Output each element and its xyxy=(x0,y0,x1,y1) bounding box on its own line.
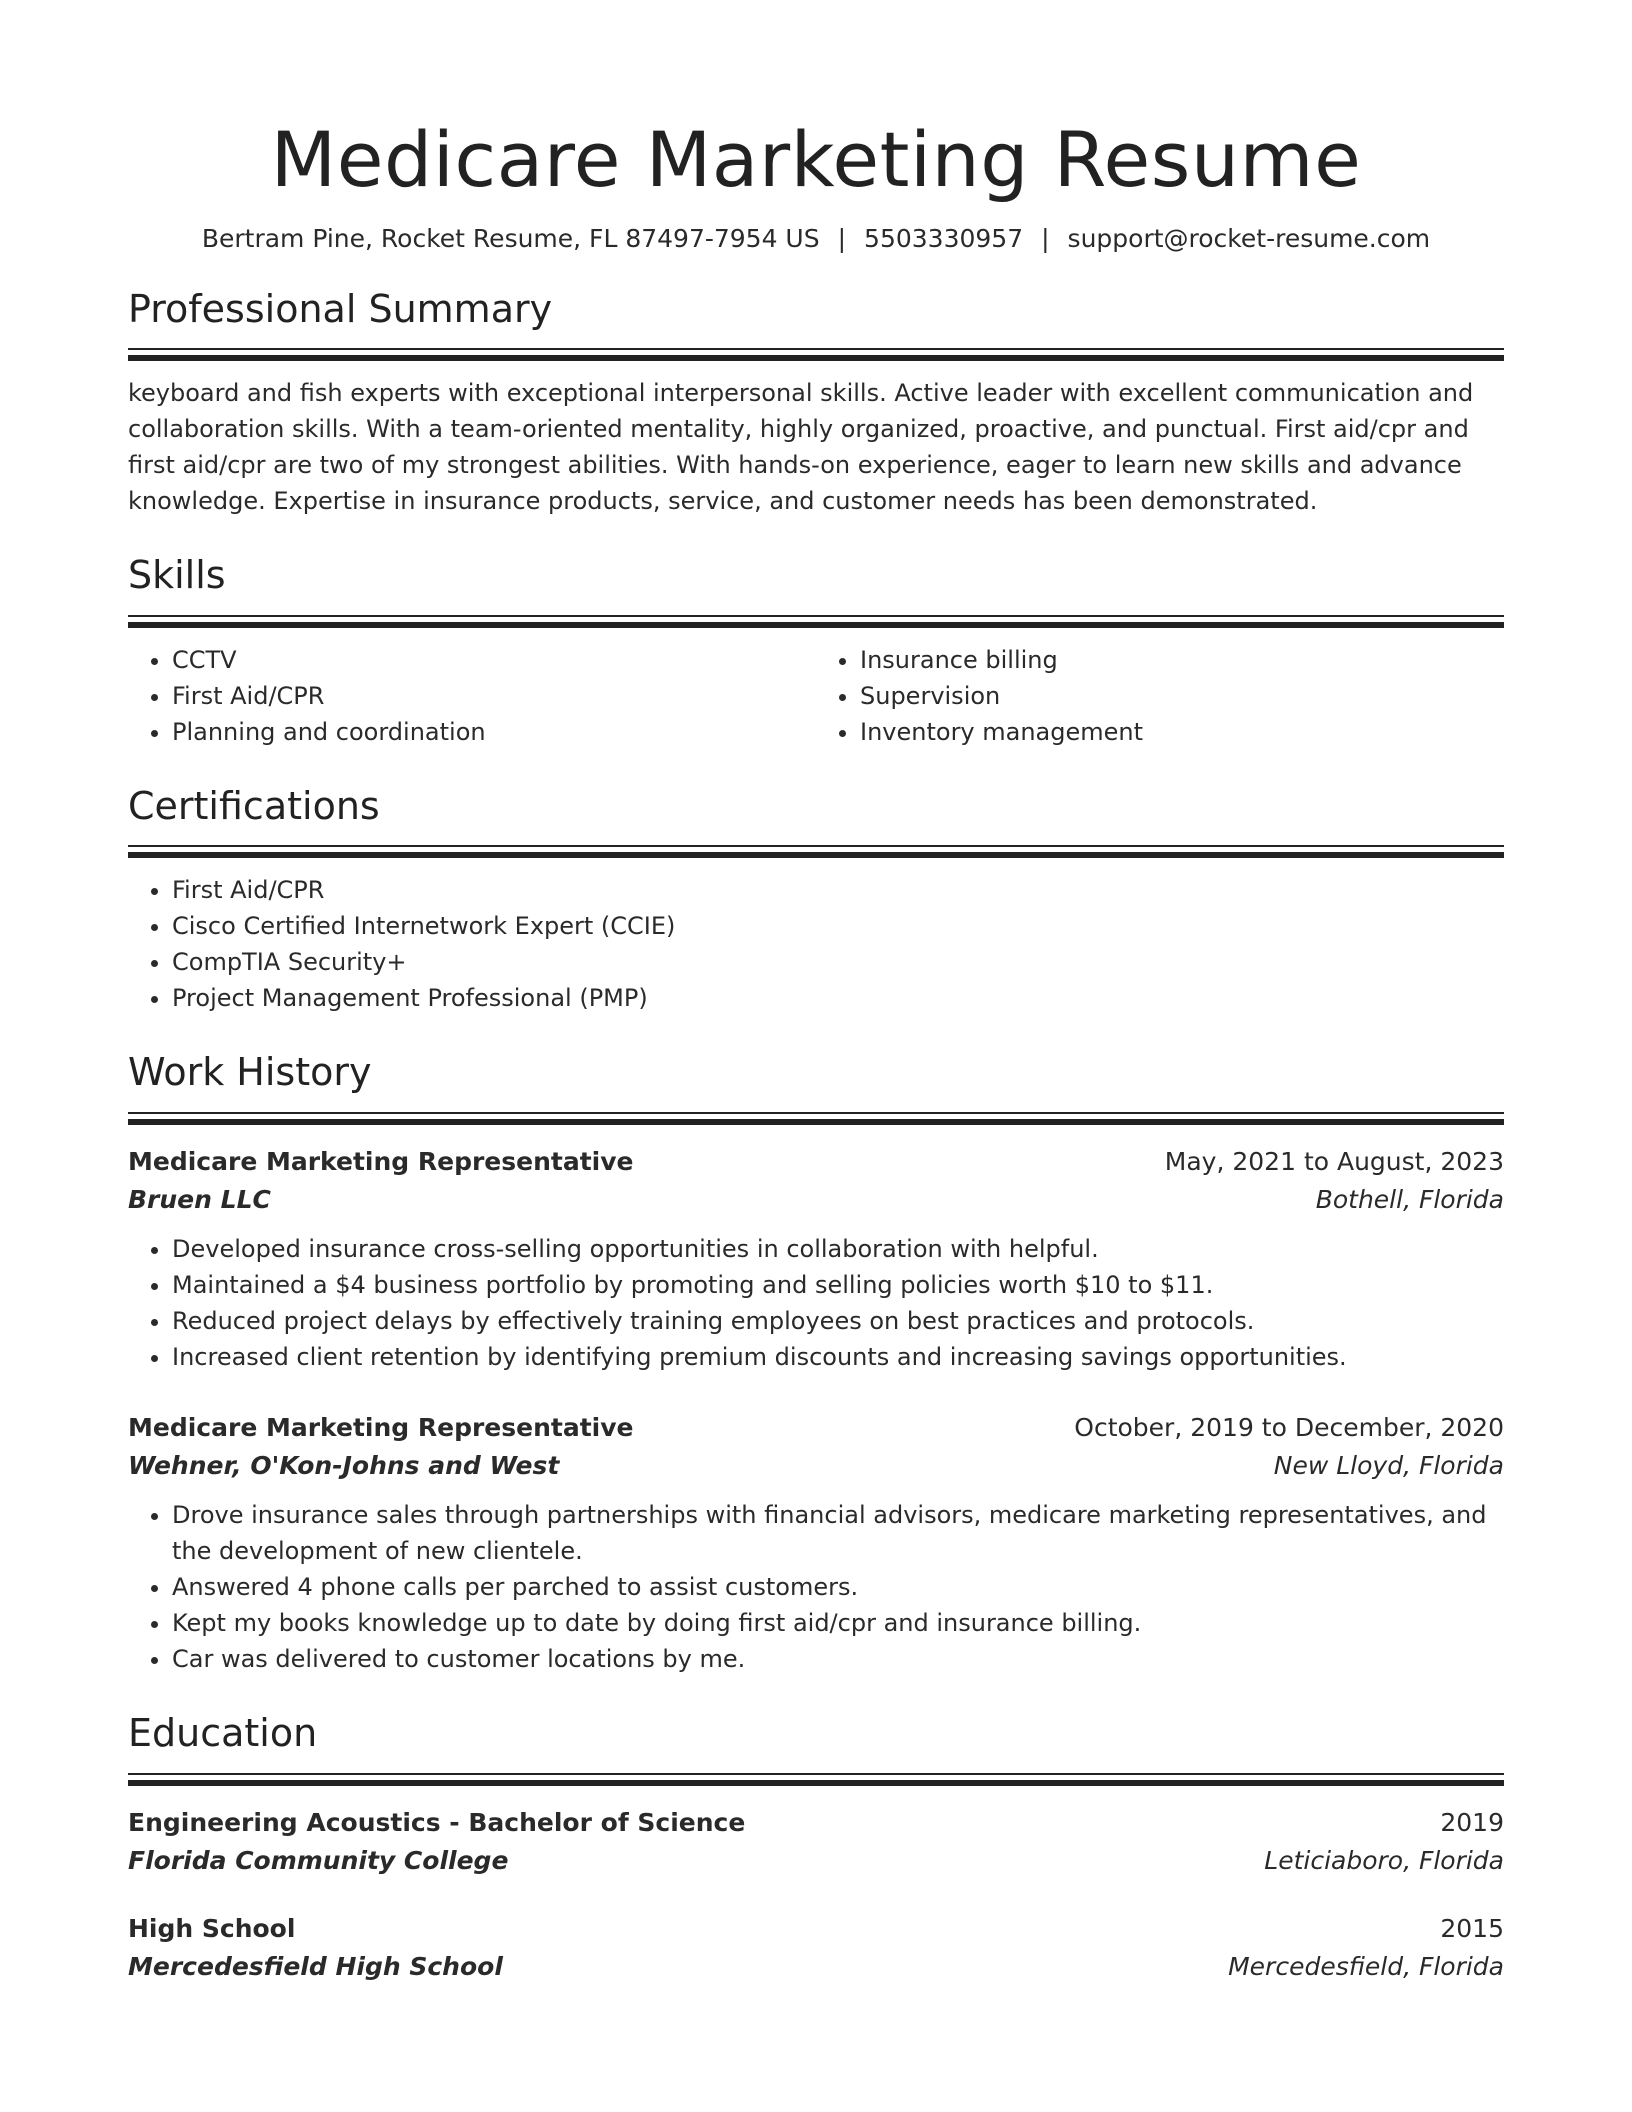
job-bullet: • Drove insurance sales through partnerships with financial advisors, medicare marketing representatives, and the development of new clientele. xyxy=(172,1497,1504,1569)
section-heading: Work History xyxy=(128,1050,372,1095)
graduation-year: 2019 xyxy=(1440,1807,1504,1837)
school-location: Leticiaboro, Florida xyxy=(1264,1845,1504,1875)
section-heading: Skills xyxy=(128,553,226,598)
degree-name: Engineering Acoustics - Bachelor of Science xyxy=(128,1807,746,1837)
job-bullet: • Kept my books knowledge up to date by doing first aid/cpr and insurance billing. xyxy=(172,1605,1504,1641)
education-entry xyxy=(128,1804,1504,1880)
contact-address: Bertram Pine, Rocket Resume, FL 87497-7954 US xyxy=(201,223,820,253)
skill-item: • First Aid/CPR xyxy=(172,678,816,714)
job-entry xyxy=(128,1143,1504,1375)
job-dates: May, 2021 to August, 2023 xyxy=(1164,1146,1504,1176)
job-bullet: • Answered 4 phone calls per parched to assist customers. xyxy=(172,1569,1504,1605)
certification-item: • Project Management Professional (PMP) xyxy=(172,980,1504,1016)
company-name: Wehner, O'Kon-Johns and West xyxy=(128,1450,560,1480)
summary-text: keyboard and fish experts with exceptional interpersonal skills. Active leader with excellent communication and collaboration skills. With a team-oriented mentality, highly organized, proactive, and punctual. First aid/cpr and first aid/cpr are two of my strongest abilities. With hands-on experience, eager to learn new skills and advance knowledge. Expertise in insurance products, service, and customer needs has been demonstrated. xyxy=(128,379,1474,516)
skill-item: • Inventory management xyxy=(860,714,1504,750)
section-professional-summary xyxy=(128,287,1504,520)
contact-line xyxy=(128,224,1504,253)
job-bullets xyxy=(128,1231,1504,1375)
graduation-year: 2015 xyxy=(1440,1913,1504,1943)
skills-list-left xyxy=(128,642,816,750)
job-bullets xyxy=(128,1497,1504,1677)
skill-item: • Supervision xyxy=(860,678,1504,714)
skills-grid xyxy=(128,628,1504,750)
certification-item: • Cisco Certified Internetwork Expert (CCIE) xyxy=(172,908,1504,944)
job-title: Medicare Marketing Representative xyxy=(128,1412,634,1442)
contact-phone: 5503330957 xyxy=(864,223,1024,253)
certification-item: • CompTIA Security+ xyxy=(172,944,1504,980)
skill-item: • Insurance billing xyxy=(860,642,1504,678)
job-location: Bothell, Florida xyxy=(1315,1184,1504,1214)
skill-item: • CCTV xyxy=(172,642,816,678)
contact-separator: | xyxy=(1041,223,1050,253)
skills-list-right xyxy=(816,642,1504,750)
school-location: Mercedesfield, Florida xyxy=(1228,1951,1504,1981)
job-title: Medicare Marketing Representative xyxy=(128,1146,634,1176)
school-name: Mercedesfield High School xyxy=(128,1951,503,1981)
job-bullet: • Car was delivered to customer locations by me. xyxy=(172,1641,1504,1677)
section-divider xyxy=(128,845,1504,858)
section-divider xyxy=(128,615,1504,628)
job-location: New Lloyd, Florida xyxy=(1273,1450,1504,1480)
section-divider xyxy=(128,1773,1504,1786)
section-divider xyxy=(128,348,1504,361)
education-entry xyxy=(128,1910,1504,1986)
section-heading: Certifications xyxy=(128,783,380,828)
resume-title: Medicare Marketing Resume xyxy=(270,115,1362,204)
job-entry xyxy=(128,1409,1504,1677)
section-heading: Professional Summary xyxy=(128,286,553,331)
section-certifications xyxy=(128,784,1504,1017)
section-education xyxy=(128,1711,1504,1986)
job-bullet: • Developed insurance cross-selling opportunities in collaboration with helpful. xyxy=(172,1231,1504,1267)
school-name: Florida Community College xyxy=(128,1845,509,1875)
section-heading: Education xyxy=(128,1710,318,1755)
job-bullet: • Increased client retention by identifying premium discounts and increasing savings opportunities. xyxy=(172,1339,1504,1375)
section-divider xyxy=(128,1112,1504,1125)
certifications-list xyxy=(128,872,1504,1016)
job-bullet: • Maintained a $4 business portfolio by promoting and selling policies worth $10 to $11. xyxy=(172,1267,1504,1303)
job-dates: October, 2019 to December, 2020 xyxy=(1074,1412,1504,1442)
degree-name: High School xyxy=(128,1913,296,1943)
skill-item: • Planning and coordination xyxy=(172,714,816,750)
section-work-history xyxy=(128,1050,1504,1677)
certification-item: • First Aid/CPR xyxy=(172,872,1504,908)
job-bullet: • Reduced project delays by effectively training employees on best practices and protocols. xyxy=(172,1303,1504,1339)
contact-separator: | xyxy=(837,223,847,253)
contact-email: support@rocket-resume.com xyxy=(1067,223,1431,253)
company-name: Bruen LLC xyxy=(128,1184,271,1214)
section-skills xyxy=(128,553,1504,750)
